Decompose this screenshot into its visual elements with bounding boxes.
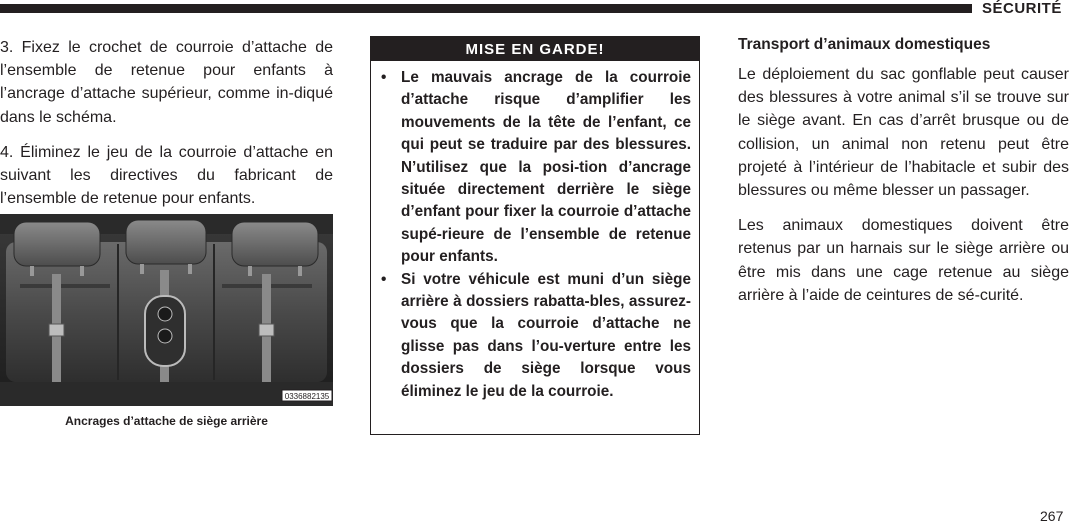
warning-title: MISE EN GARDE! <box>371 37 699 61</box>
warning-item-text: Le mauvais ancrage de la courroie d’attache risque d’amplifier les mouvements de la tête de l’enfant, ce qui peut se traduire par des blessures. N’utilisez que la posi-tion d’ancrage située directement derrière le siège d’enfant pour fixer la courroie d’attache supé-rieure de l’ensemble de retenue pour enfants. <box>401 69 691 266</box>
rear-seat-photo <box>0 214 333 406</box>
pets-paragraph-1: Le déploiement du sac gonflable peut causer des blessures à votre animal s’il se trouve sur le siège avant. En cas d’arrêt brusque ou de collision, un animal non retenu peut être projeté à l’intérieur de l’habitacle et subir des blessures ou même blesser un passager. <box>738 66 1069 200</box>
warning-item <box>381 269 691 403</box>
bullet-icon: • <box>381 270 387 288</box>
right-column <box>738 34 1069 319</box>
left-column <box>0 36 333 222</box>
bullet-icon: • <box>381 69 387 86</box>
warning-box <box>370 36 700 435</box>
header-rule <box>0 4 972 13</box>
figure-caption: Ancrages d’attache de siège arrière <box>65 414 268 428</box>
pets-heading: Transport d’animaux domestiques <box>738 36 991 53</box>
page-number: 267 <box>1040 508 1064 524</box>
step-3-text: 3. Fixez le crochet de courroie d’attache de l’ensemble de retenue pour enfants à l’ancrage d’attache supérieur, comme in-diqué dans le schéma. <box>0 39 333 126</box>
warning-item <box>381 67 691 269</box>
pets-paragraph-2: Les animaux domestiques doivent être retenus par un harnais sur le siège arrière ou être mis dans une cage retenue au siège arrière à l’aide de ceintures de sé-curité. <box>738 217 1069 304</box>
section-title: SÉCURITÉ <box>982 0 1062 17</box>
figure-code: 0336882135 <box>284 392 330 401</box>
warning-item-text: Si votre véhicule est muni d’un siège arrière à dossiers rabatta-bles, assurez-vous que la courroie d’attache ne glisse pas dans l’ou-verture entre les dossiers de siège lorsque vous éliminez le jeu de la courroie. <box>401 270 691 400</box>
step-4-text: 4. Éliminez le jeu de la courroie d’attache en suivant les directives du fabricant de l’ensemble de retenue pour enfants. <box>0 143 333 208</box>
warning-list <box>371 61 699 403</box>
